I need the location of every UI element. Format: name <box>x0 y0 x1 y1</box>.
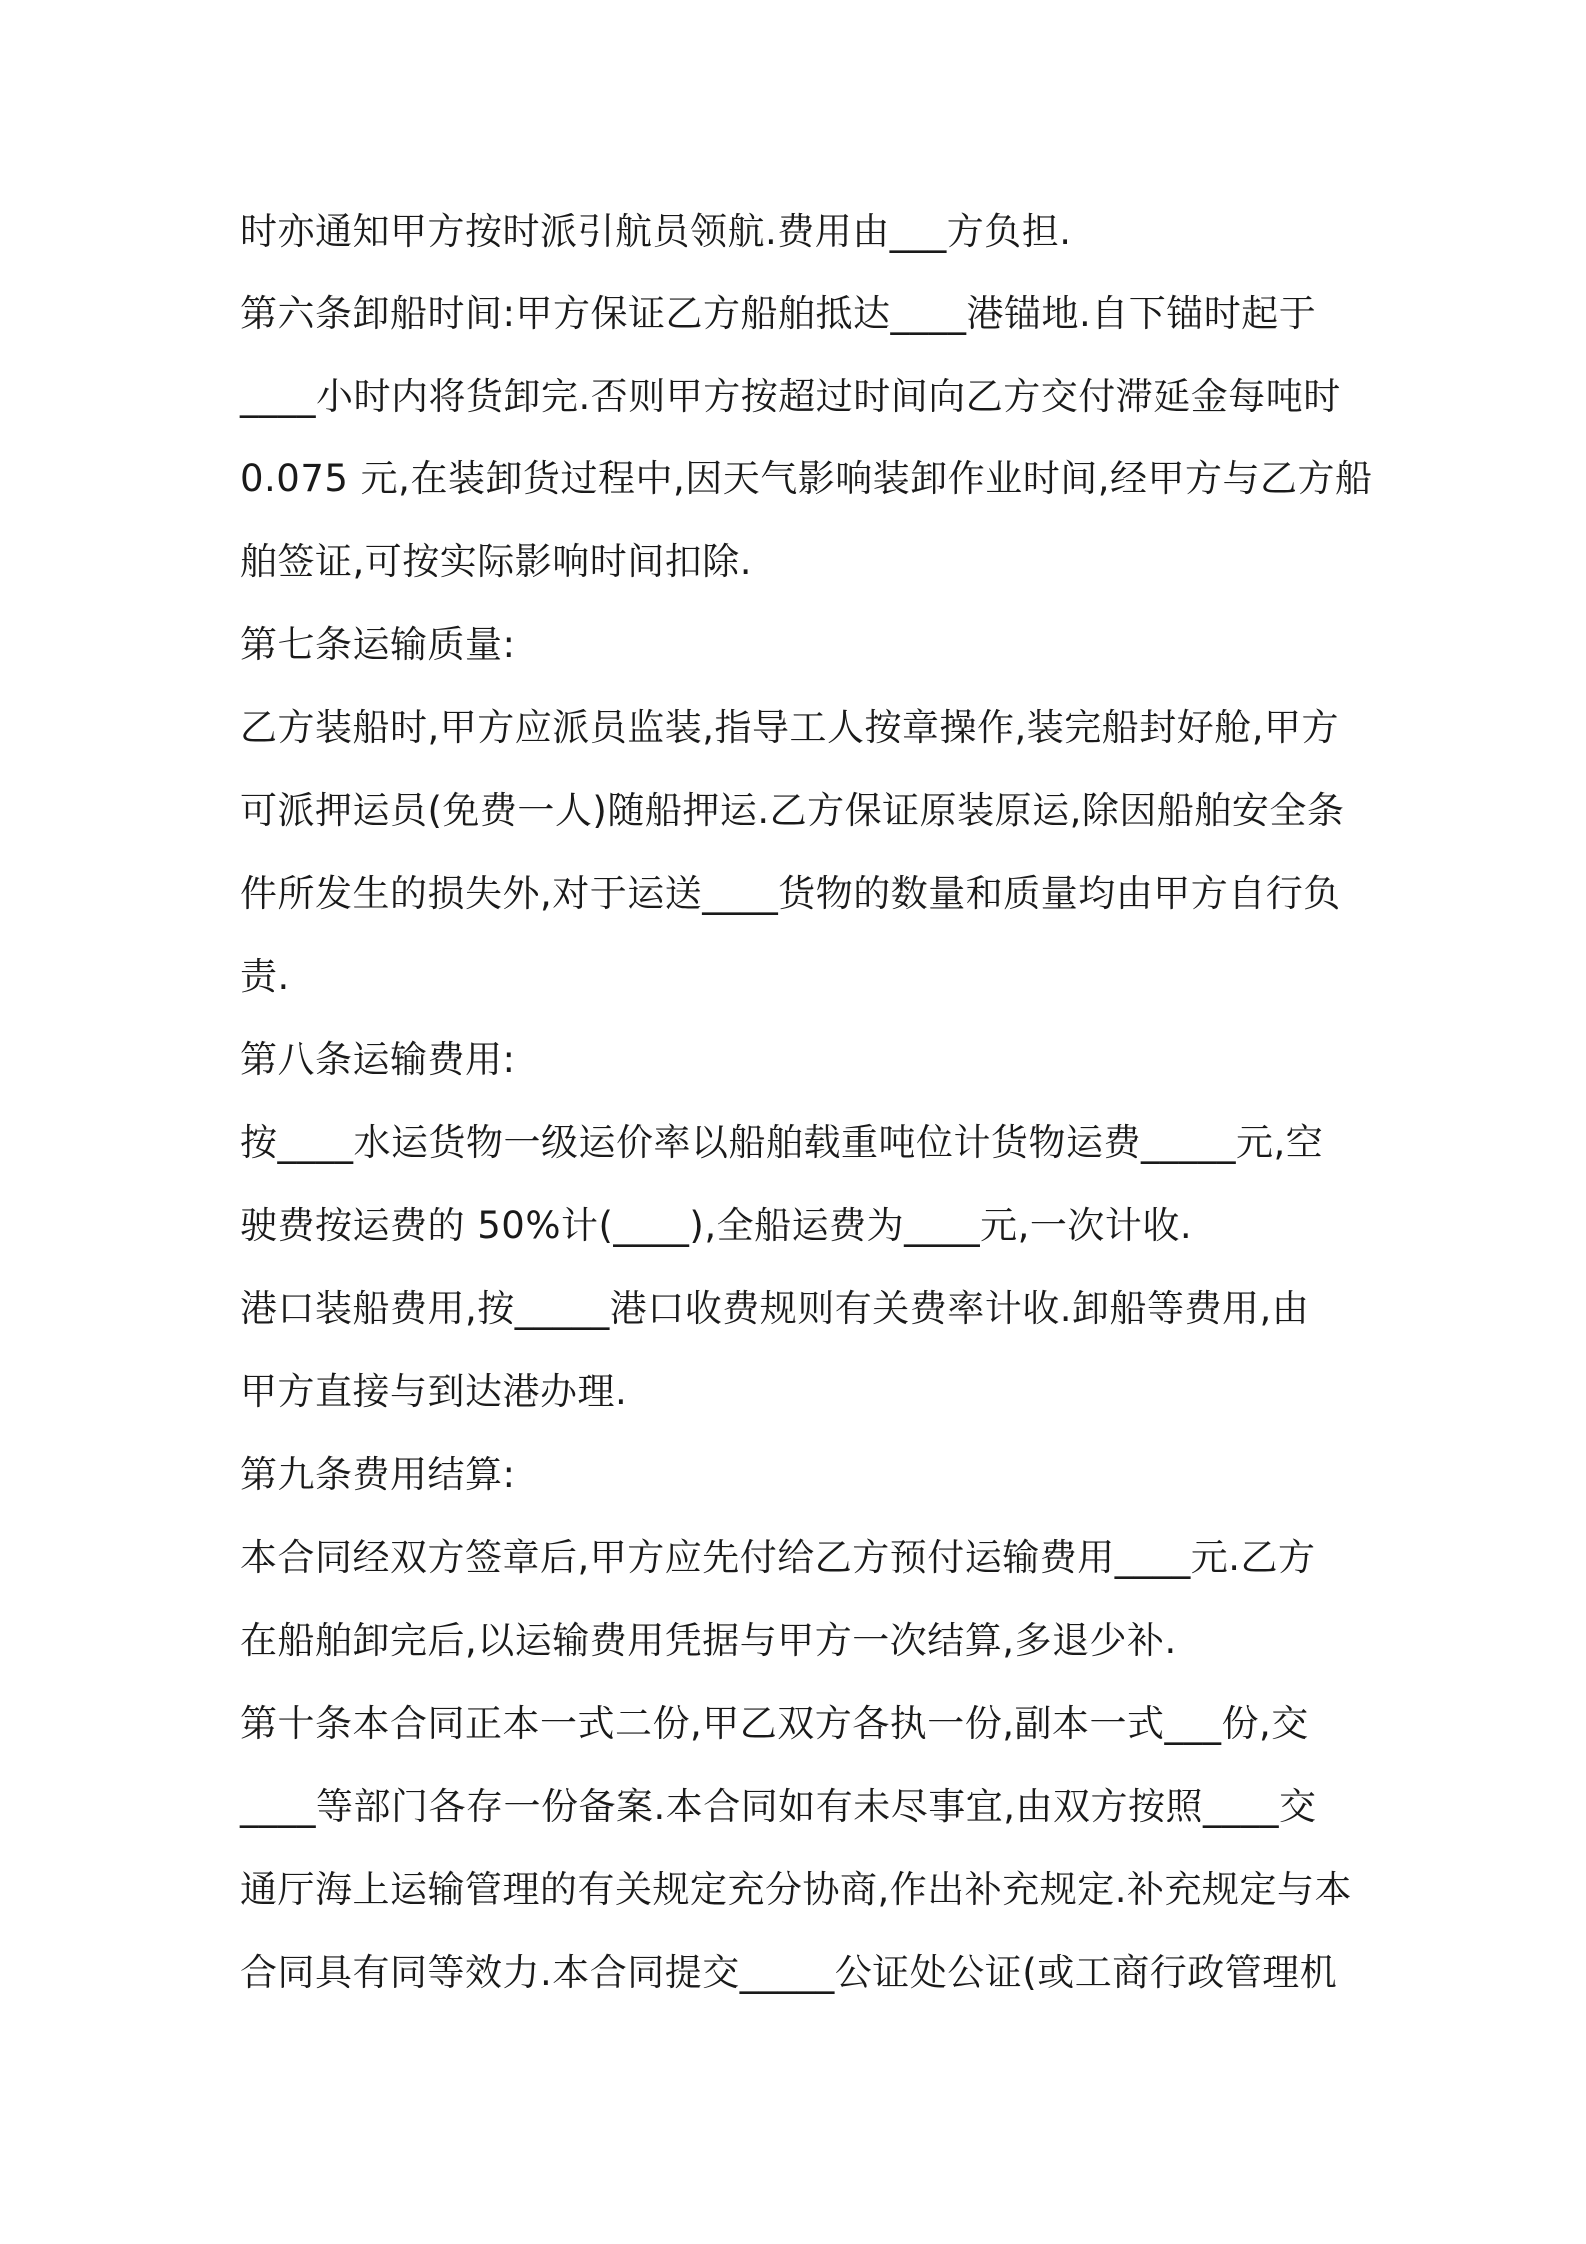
text-line: 第十条本合同正本一式二份,甲乙双方各执一份,副本一式___份,交 <box>240 1702 1309 1745</box>
text-line: 甲方直接与到达港办理. <box>240 1370 628 1413</box>
text-line: 第七条运输质量: <box>240 623 516 666</box>
text-line: 第六条卸船时间:甲方保证乙方船舶抵达____港锚地.自下锚时起于 <box>240 292 1317 335</box>
text-line: 乙方装船时,甲方应派员监装,指导工人按章操作,装完船封好舱,甲方 <box>240 706 1340 749</box>
text-line: 第九条费用结算: <box>240 1453 516 1496</box>
text-line: 第八条运输费用: <box>240 1038 516 1081</box>
text-line: 责. <box>240 955 290 998</box>
text-line: 时亦通知甲方按时派引航员领航.费用由___方负担. <box>240 210 1072 253</box>
text-line: 舶签证,可按实际影响时间扣除. <box>240 540 753 583</box>
text-line: 港口装船费用,按_____港口收费规则有关费率计收.卸船等费用,由 <box>240 1287 1310 1330</box>
text-line: 在船舶卸完后,以运输费用凭据与甲方一次结算,多退少补. <box>240 1619 1177 1662</box>
text-line: 本合同经双方签章后,甲方应先付给乙方预付运输费用____元.乙方 <box>240 1536 1316 1579</box>
text-line: ____小时内将货卸完.否则甲方按超过时间向乙方交付滞延金每吨时 <box>240 375 1341 418</box>
text-line: 通厅海上运输管理的有关规定充分协商,作出补充规定.补充规定与本 <box>240 1868 1353 1911</box>
text-line: 可派押运员(免费一人)随船押运.乙方保证原装原运,除因船舶安全条 <box>240 789 1345 832</box>
text-line: 0.075 元,在装卸货过程中,因天气影响装卸作业时间,经甲方与乙方船 <box>240 457 1373 500</box>
text-line: 合同具有同等效力.本合同提交_____公证处公证(或工商行政管理机 <box>240 1951 1338 1994</box>
text-line: 件所发生的损失外,对于运送____货物的数量和质量均由甲方自行负 <box>240 872 1341 915</box>
text-line: 按____水运货物一级运价率以船舶载重吨位计货物运费_____元,空 <box>240 1121 1324 1164</box>
text-line: ____等部门各存一份备案.本合同如有未尽事宜,由双方按照____交 <box>240 1785 1317 1828</box>
text-line: 驶费按运费的 50%计(____),全船运费为____元,一次计收. <box>240 1204 1193 1247</box>
